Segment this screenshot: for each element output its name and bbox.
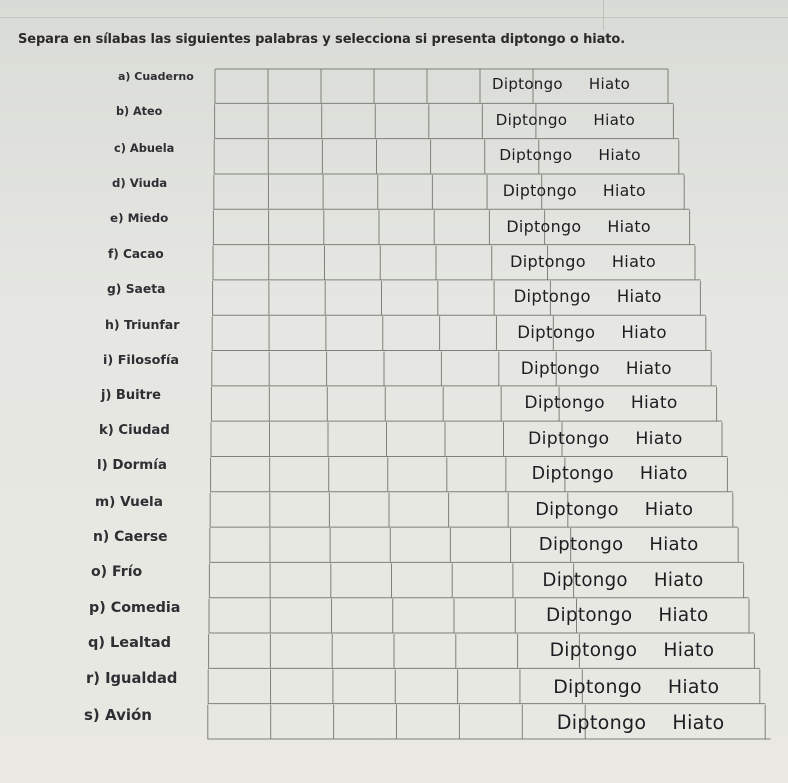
instruction-text: Separa en sílabas las siguientes palabras y selecciona si presenta diptongo o hiato.: [18, 32, 626, 47]
hiato-option[interactable]: Hiato: [639, 463, 688, 484]
diptongo-option[interactable]: Diptongo: [499, 145, 573, 164]
hiato-option[interactable]: Hiato: [658, 605, 709, 627]
option-pair: [532, 464, 688, 484]
option-pair: [496, 111, 635, 129]
word-label: c) Abuela: [114, 140, 175, 155]
diptongo-option[interactable]: Diptongo: [492, 75, 563, 94]
hiato-option[interactable]: Hiato: [630, 393, 678, 414]
diptongo-option[interactable]: Diptongo: [520, 357, 600, 378]
hiato-option[interactable]: Hiato: [649, 534, 699, 556]
hiato-option[interactable]: Hiato: [644, 499, 694, 521]
option-pair: [535, 499, 693, 520]
diptongo-option[interactable]: Diptongo: [542, 569, 628, 591]
diptongo-option[interactable]: Diptongo: [517, 322, 596, 342]
diptongo-option[interactable]: Diptongo: [535, 499, 619, 521]
hiato-option[interactable]: Hiato: [616, 287, 662, 307]
option-pair: [557, 711, 725, 734]
word-label: r) Igualdad: [86, 670, 178, 688]
option-pair: [546, 605, 709, 626]
option-pair: [524, 393, 677, 413]
option-pair: [528, 429, 683, 449]
word-label: h) Triunfar: [105, 317, 180, 333]
option-pair: [539, 534, 699, 555]
option-pair: [506, 217, 651, 236]
word-label: s) Avión: [84, 705, 152, 724]
word-label: q) Lealtad: [88, 635, 171, 652]
diptongo-option[interactable]: Diptongo: [513, 287, 591, 307]
word-label: j) Buitre: [101, 387, 161, 403]
diptongo-option[interactable]: Diptongo: [556, 711, 647, 735]
hiato-option[interactable]: Hiato: [588, 75, 631, 94]
hiato-option[interactable]: Hiato: [602, 181, 646, 201]
hiato-option[interactable]: Hiato: [663, 640, 715, 662]
hiato-option[interactable]: Hiato: [598, 145, 641, 164]
option-pair: [499, 146, 641, 164]
diptongo-option[interactable]: Diptongo: [546, 605, 633, 627]
diptongo-option[interactable]: Diptongo: [502, 181, 577, 201]
word-label: l) Dormía: [97, 458, 167, 474]
diptongo-option[interactable]: Diptongo: [528, 428, 610, 449]
diptongo-option[interactable]: Diptongo: [549, 640, 638, 662]
option-pair: [492, 75, 630, 93]
word-label: m) Vuela: [95, 493, 163, 510]
diptongo-option[interactable]: Diptongo: [553, 675, 642, 698]
hiato-option[interactable]: Hiato: [607, 216, 651, 236]
option-pair: [550, 640, 715, 661]
diptongo-option[interactable]: Diptongo: [495, 110, 568, 129]
option-pair: [521, 358, 672, 378]
hiato-option[interactable]: Hiato: [593, 110, 636, 129]
option-pair: [553, 676, 719, 698]
word-label: o) Frío: [91, 564, 143, 581]
word-label: f) Cacao: [108, 246, 164, 261]
word-label: e) Miedo: [110, 211, 169, 226]
word-label: d) Viuda: [112, 175, 168, 190]
option-pair: [510, 252, 656, 271]
option-pair: [517, 323, 667, 342]
hiato-option[interactable]: Hiato: [672, 711, 725, 735]
word-label: n) Caerse: [93, 529, 168, 546]
option-pair: [542, 570, 703, 591]
hiato-option[interactable]: Hiato: [667, 675, 720, 698]
hiato-option[interactable]: Hiato: [653, 569, 704, 591]
word-label: b) Ateo: [116, 105, 163, 119]
hiato-option[interactable]: Hiato: [625, 357, 672, 378]
word-label: a) Cuaderno: [118, 70, 194, 83]
diptongo-option[interactable]: Diptongo: [531, 463, 614, 484]
diptongo-option[interactable]: Diptongo: [538, 534, 624, 556]
option-pair: [514, 287, 662, 306]
hiato-option[interactable]: Hiato: [621, 322, 667, 342]
word-label: i) Filosofía: [103, 352, 179, 368]
hiato-option[interactable]: Hiato: [635, 428, 683, 449]
hiato-option[interactable]: Hiato: [611, 251, 656, 271]
word-label: g) Saeta: [107, 281, 166, 296]
word-label: k) Ciudad: [99, 423, 170, 439]
diptongo-option[interactable]: Diptongo: [510, 251, 586, 271]
diptongo-option[interactable]: Diptongo: [524, 393, 605, 414]
diptongo-option[interactable]: Diptongo: [506, 216, 582, 236]
option-pair: [503, 181, 646, 200]
word-label: p) Comedia: [89, 599, 181, 616]
